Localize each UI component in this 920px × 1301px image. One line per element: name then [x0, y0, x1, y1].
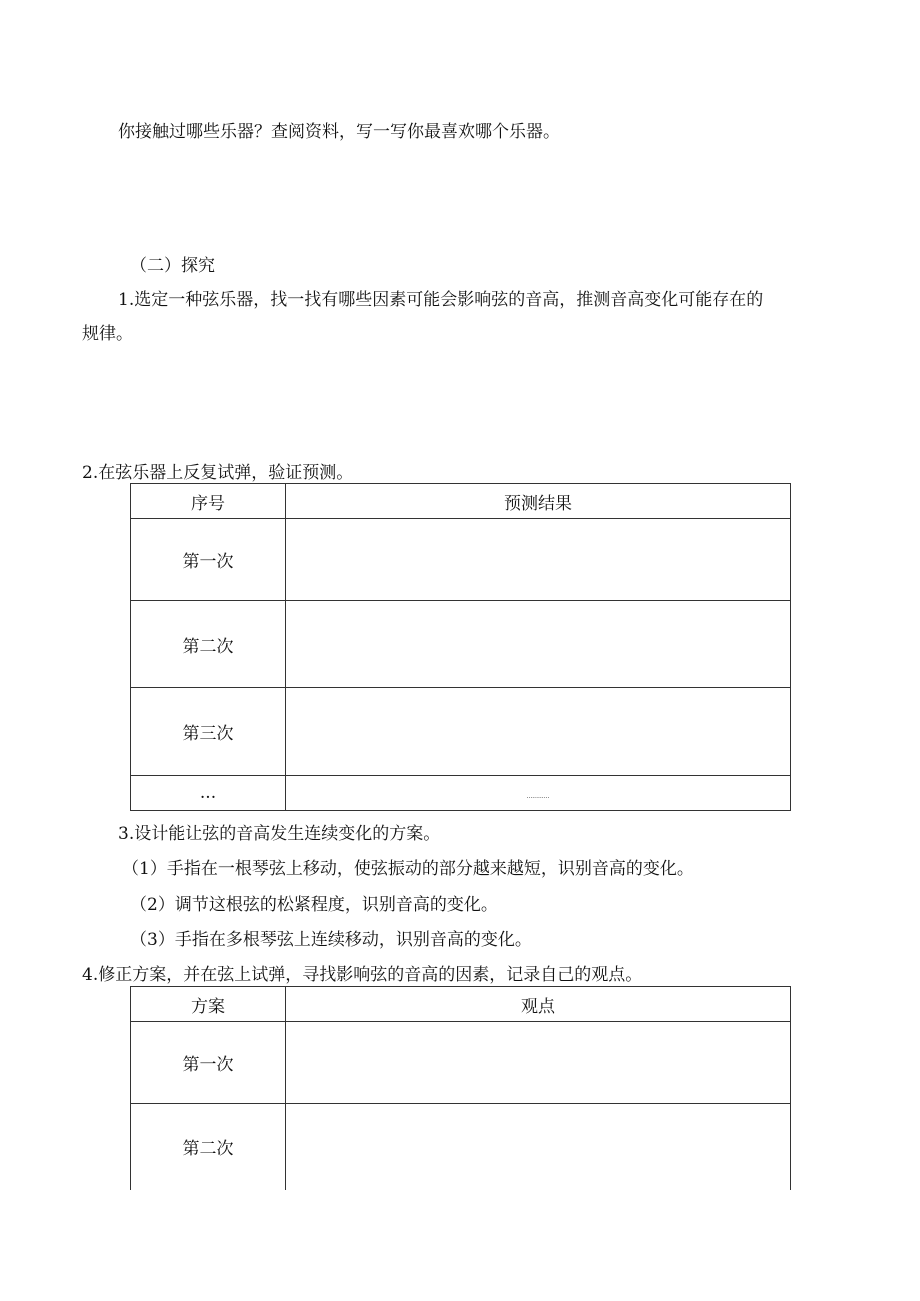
- question-4-title: 4.修正方案，并在弦上试弹，寻找影响弦的音高的因素，记录自己的观点。: [82, 965, 643, 985]
- prediction-cell[interactable]: [286, 519, 791, 601]
- question-3-item-3: （3）手指在多根琴弦上连续移动，识别音高的变化。: [130, 930, 532, 950]
- prediction-cell[interactable]: [286, 601, 791, 688]
- section-heading: （二）探究: [130, 256, 215, 276]
- prediction-table: [130, 483, 791, 811]
- column-header-plan: 方案: [131, 987, 286, 1022]
- table-row: [131, 1104, 791, 1190]
- table-row: [131, 601, 791, 688]
- question-1-line-1: 1.选定一种弦乐器，找一找有哪些因素可能会影响弦的音高，推测音高变化可能存在的: [118, 290, 764, 310]
- row-label: 第三次: [131, 688, 286, 776]
- question-1-line-2: 规律。: [82, 324, 133, 344]
- column-header-viewpoint: 观点: [286, 987, 791, 1022]
- table-row: [131, 519, 791, 601]
- intro-question: 你接触过哪些乐器？查阅资料，写一写你最喜欢哪个乐器。: [118, 122, 560, 142]
- table-row: [131, 776, 791, 811]
- table-row: [131, 1022, 791, 1104]
- table-header-row: [131, 484, 791, 519]
- question-3-item-1: （1）手指在一根琴弦上移动，使弦振动的部分越来越短，识别音高的变化。: [122, 859, 694, 879]
- question-2: 2.在弦乐器上反复试弹，验证预测。: [82, 463, 354, 483]
- row-label: 第二次: [131, 1104, 286, 1190]
- viewpoint-table: [130, 986, 791, 1190]
- row-label: 第二次: [131, 601, 286, 688]
- row-label: ...: [131, 776, 286, 811]
- table-row: [131, 688, 791, 776]
- row-label: 第一次: [131, 1022, 286, 1104]
- column-header-prediction: 预测结果: [286, 484, 791, 519]
- question-3-item-2: （2）调节这根弦的松紧程度，识别音高的变化。: [130, 895, 498, 915]
- column-header-number: 序号: [131, 484, 286, 519]
- table-header-row: [131, 987, 791, 1022]
- question-3-title: 3.设计能让弦的音高发生连续变化的方案。: [118, 824, 441, 844]
- viewpoint-cell[interactable]: [286, 1104, 791, 1190]
- row-label: 第一次: [131, 519, 286, 601]
- prediction-cell[interactable]: [286, 776, 791, 811]
- ellipsis-placeholder: ............: [526, 793, 550, 800]
- viewpoint-cell[interactable]: [286, 1022, 791, 1104]
- prediction-cell[interactable]: [286, 688, 791, 776]
